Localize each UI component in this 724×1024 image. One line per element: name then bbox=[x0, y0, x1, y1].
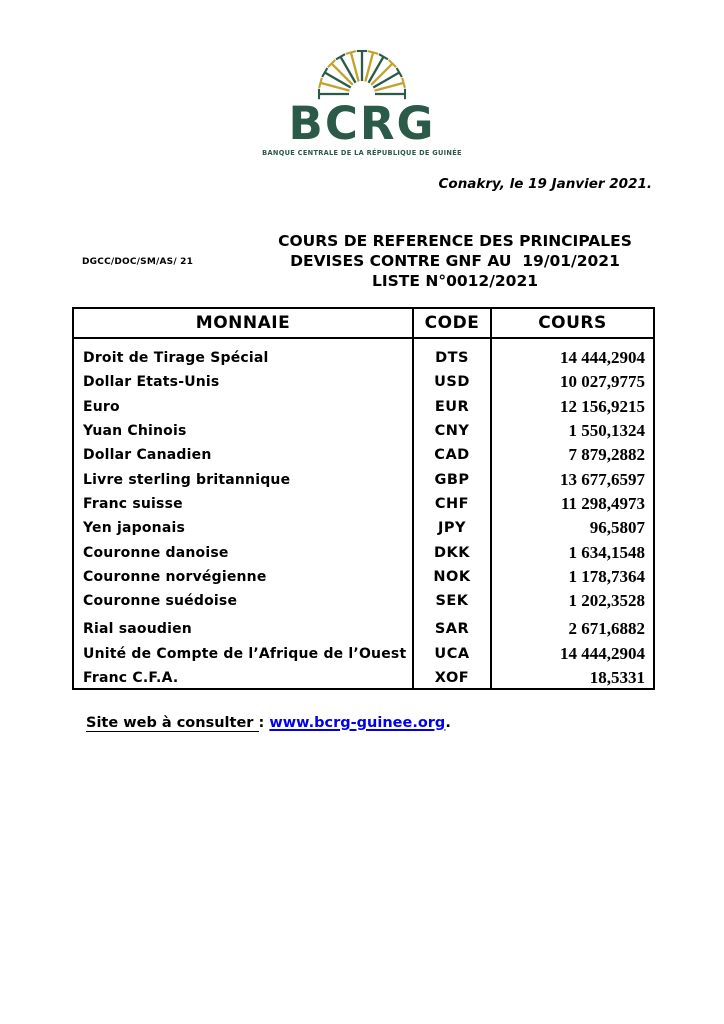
currency-name: Droit de Tirage Spécial bbox=[83, 350, 269, 367]
code-column-list bbox=[414, 339, 490, 690]
currency-name: Livre sterling britannique bbox=[83, 471, 291, 488]
currency-code: XOF bbox=[434, 670, 470, 686]
currency-code: SEK bbox=[435, 593, 469, 610]
cours-column bbox=[492, 309, 653, 690]
currency-code: USD bbox=[434, 374, 470, 391]
currency-name: Rial saoudien bbox=[83, 621, 192, 638]
currency-name: Dollar Etats-Unis bbox=[83, 374, 220, 391]
currency-name: Unité de Compte de l’Afrique de l’Ouest bbox=[83, 645, 407, 662]
currency-rate: 11 298,4973 bbox=[560, 493, 645, 513]
currency-code: NOK bbox=[433, 568, 471, 585]
logo-tagline: BANQUE CENTRALE DE LA RÉPUBLIQUE DE GUINÉE bbox=[262, 149, 462, 157]
website-colon: : bbox=[258, 715, 270, 731]
reference-code: DGCC/DOC/SM/AS/ 21 bbox=[82, 257, 194, 267]
currency-code: CHF bbox=[434, 495, 470, 512]
title-line-3: LISTE N°0012/2021 bbox=[371, 272, 539, 290]
currency-code: CNY bbox=[434, 423, 470, 440]
code-column bbox=[412, 309, 492, 690]
title-line-2: DEVISES CONTRE GNF AU 19/01/2021 bbox=[290, 252, 620, 270]
currency-rate: 10 027,9775 bbox=[560, 372, 645, 392]
currency-name: Dollar Canadien bbox=[83, 447, 212, 464]
currency-name: Couronne suédoise bbox=[83, 593, 238, 610]
currency-rate: 14 444,2904 bbox=[560, 643, 645, 663]
column-header-code: CODE bbox=[414, 309, 490, 339]
document-title bbox=[262, 231, 648, 291]
currency-name: Yen japonais bbox=[83, 520, 186, 537]
currency-name: Franc C.F.A. bbox=[83, 670, 179, 686]
currency-rate: 14 444,2904 bbox=[560, 348, 645, 368]
bcrg-logo bbox=[0, 40, 724, 157]
currency-code: DKK bbox=[433, 544, 470, 561]
currency-name: Couronne norvégienne bbox=[83, 568, 267, 585]
column-header-monnaie: MONNAIE bbox=[74, 309, 412, 339]
rates-table bbox=[72, 307, 655, 690]
website-link[interactable]: www.bcrg-guinee.org bbox=[269, 715, 446, 731]
currency-code: SAR bbox=[434, 621, 470, 638]
monnaie-column-list bbox=[74, 339, 412, 690]
currency-code: EUR bbox=[434, 398, 470, 415]
column-header-cours: COURS bbox=[492, 309, 653, 339]
currency-rate: 13 677,6597 bbox=[560, 469, 645, 489]
currency-rate: 96,5807 bbox=[589, 518, 645, 538]
currency-code: GBP bbox=[434, 471, 470, 488]
currency-code: UCA bbox=[434, 645, 470, 662]
currency-rate: 18,5331 bbox=[589, 668, 645, 687]
currency-rate: 1 634,1548 bbox=[568, 542, 645, 562]
currency-code: CAD bbox=[434, 447, 470, 464]
currency-code: DTS bbox=[435, 350, 469, 367]
currency-rate: 1 202,3528 bbox=[568, 591, 645, 611]
currency-rate: 1 178,7364 bbox=[568, 566, 645, 586]
currency-rate: 7 879,2882 bbox=[568, 445, 645, 465]
currency-code: JPY bbox=[437, 520, 467, 537]
currency-rate: 1 550,1324 bbox=[568, 421, 645, 441]
monnaie-column bbox=[74, 309, 412, 690]
logo-acronym: BCRG bbox=[288, 97, 436, 150]
currency-rate: 2 671,6882 bbox=[568, 619, 645, 639]
footer-note bbox=[86, 715, 451, 732]
currency-name: Franc suisse bbox=[83, 495, 183, 512]
website-label: Site web à consulter bbox=[86, 715, 259, 731]
currency-name: Couronne danoise bbox=[83, 544, 229, 561]
title-line-1: COURS DE REFERENCE DES PRINCIPALES bbox=[278, 232, 632, 250]
dateline: Conakry, le 19 Janvier 2021. bbox=[438, 176, 652, 192]
currency-rate: 12 156,9215 bbox=[560, 396, 645, 416]
website-period: . bbox=[445, 715, 451, 731]
sunburst-rays-icon bbox=[301, 40, 423, 100]
currency-name: Yuan Chinois bbox=[83, 423, 187, 440]
currency-name: Euro bbox=[83, 398, 120, 415]
cours-column-list bbox=[492, 339, 653, 690]
